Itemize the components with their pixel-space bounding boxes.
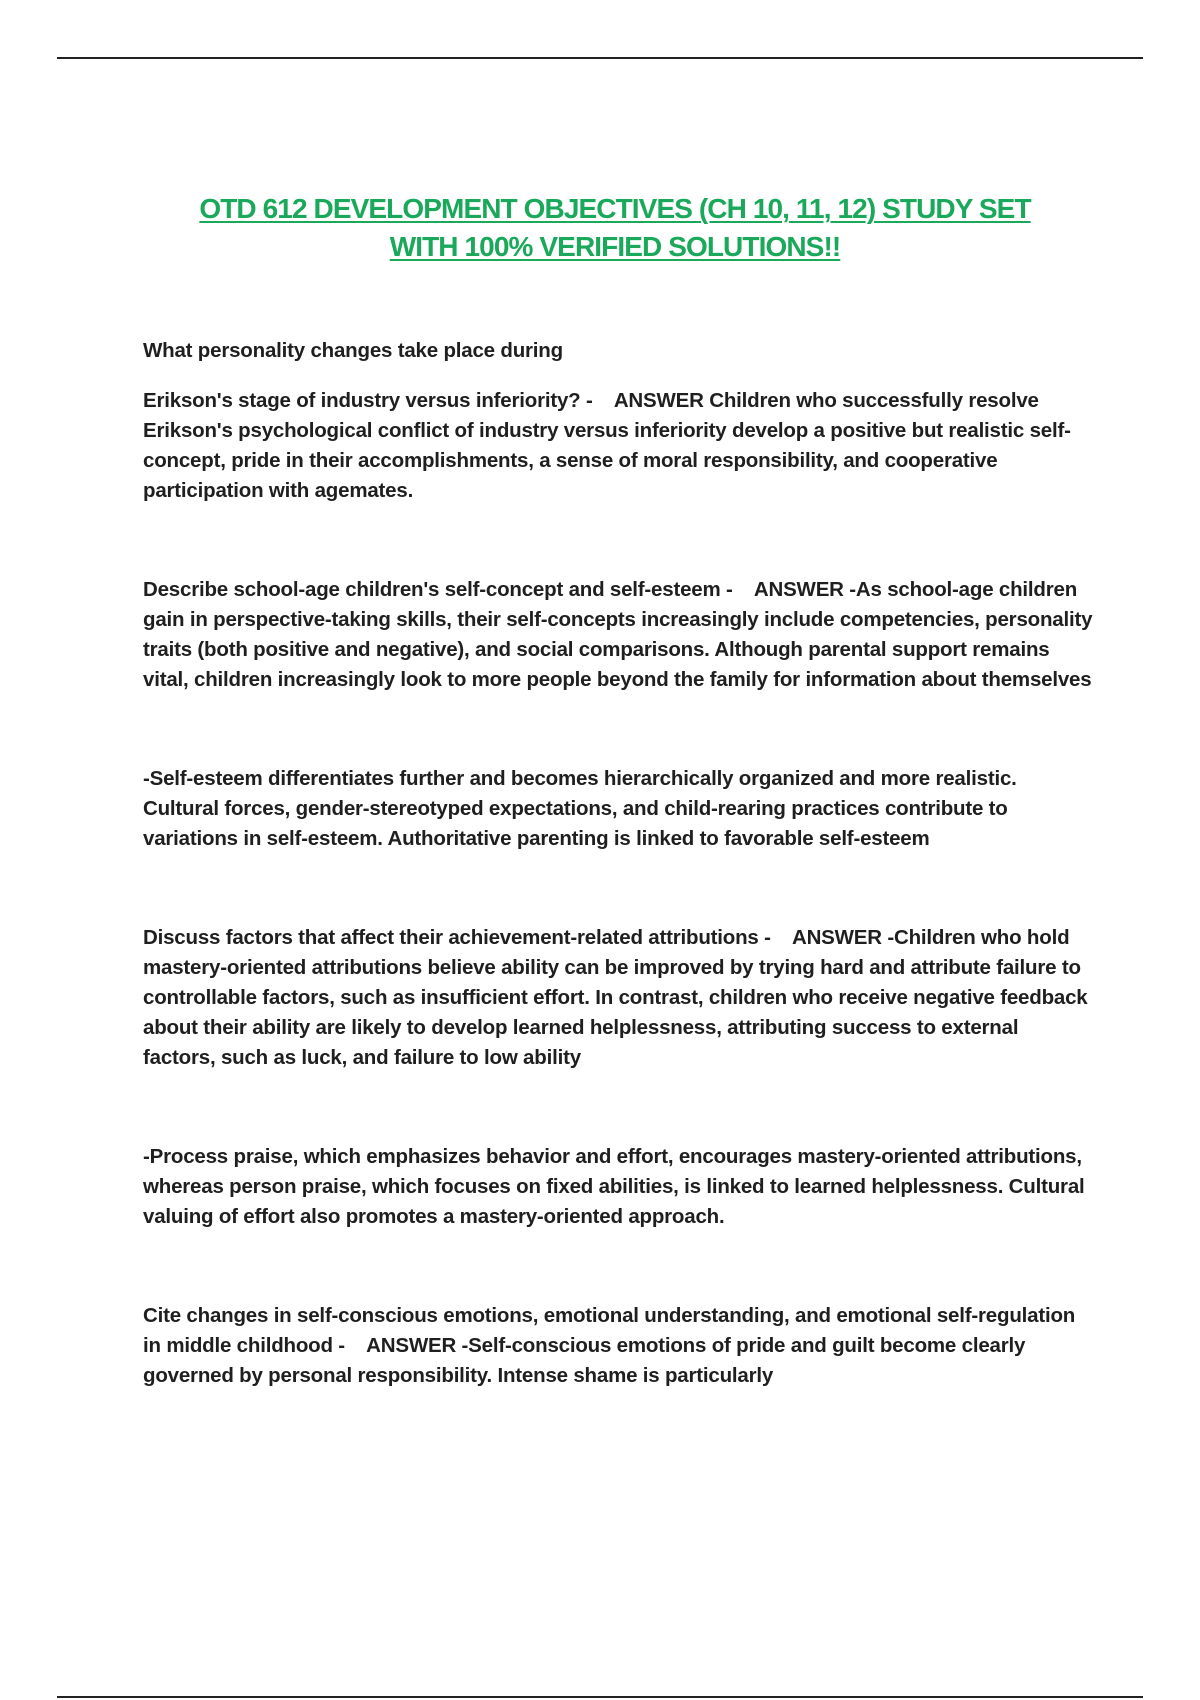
title-line-2: WITH 100% VERIFIED SOLUTIONS!! [389, 231, 841, 262]
paragraph-question-2: Describe school-age children's self-concept and self-esteem - ANSWER -As school-age children gain in perspective-taking skills, their self-concepts increasingly include competencies, personality traits (both positive and negative), and social comparisons. Although parental support remains vital, children increasingly look to more people beyond the family for information about themselves [143, 578, 1098, 691]
document-title [150, 190, 1080, 266]
header-rule [57, 57, 1143, 59]
paragraph-question-3-continued: -Process praise, which emphasizes behavior and effort, encourages mastery-oriented attributions, whereas person praise, which focuses on fixed abilities, is linked to learned helplessness. Cultural valuing of effort also promotes a mastery-oriented approach. [143, 1145, 1091, 1228]
paragraph-question-2-continued: -Self-esteem differentiates further and becomes hierarchically organized and more realistic. Cultural forces, gender-stereotyped expectations, and child-rearing practices contribute to variations in self-esteem. Authoritative parenting is linked to favorable self-esteem [143, 767, 1023, 850]
paragraph-question-4: Cite changes in self-conscious emotions, emotional understanding, and emotional self-regulation in middle childhood - ANSWER -Self-conscious emotions of pride and guilt become clearly governed by personal responsibility. Intense shame is particularly [143, 1304, 1081, 1387]
title-line-1: OTD 612 DEVELOPMENT OBJECTIVES (CH 10, 11, 12) STUDY SET [199, 193, 1031, 224]
footer-rule [57, 1696, 1143, 1698]
document-body [143, 336, 1098, 1391]
paragraph-question-1-prefix: What personality changes take place during [143, 339, 563, 362]
paragraph-question-3: Discuss factors that affect their achievement-related attributions - ANSWER -Children who hold mastery-oriented attributions believe ability can be improved by trying hard and attribute failure to controllable factors, such as insufficient effort. In contrast, children who receive negative feedback about their ability are likely to develop learned helplessness, attributing success to external factors, such as luck, and failure to low ability [143, 926, 1093, 1069]
paragraph-question-1-answer: Erikson's stage of industry versus inferiority? - ANSWER Children who successfully resolve Erikson's psychological conflict of industry versus inferiority develop a positive but realistic self-concept, pride in their accomplishments, a sense of moral responsibility, and cooperative participation with agemates. [143, 389, 1071, 502]
